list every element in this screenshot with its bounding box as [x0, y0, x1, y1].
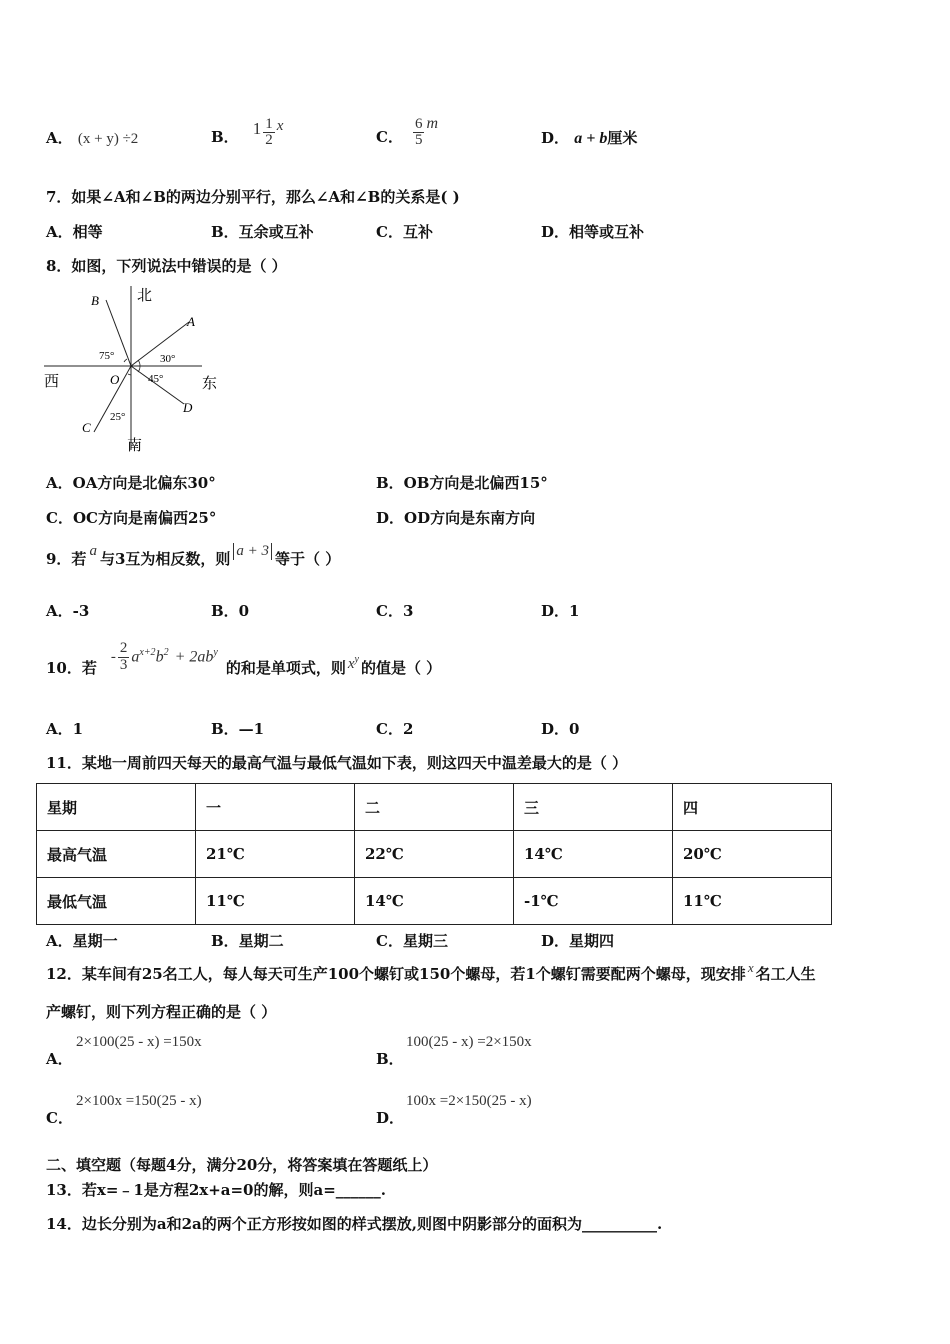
table-row [37, 831, 832, 878]
q6-option-d [541, 127, 637, 148]
q7-stem: 7．如果∠A和∠B的两边分别平行，那么∠A和∠B的关系是( ) [46, 188, 460, 206]
section-2-heading: 二、填空题（每题4分，满分20分，将答案填在答题纸上） [46, 1156, 438, 1174]
q12-option-d-math: 100x =2×150(25 - x) [406, 1093, 532, 1109]
q12-stem-line2: 产螺钉，则下列方程正确的是（ ） [46, 1003, 277, 1021]
q8-option-c: C．OC方向是南偏西25° [46, 509, 217, 527]
q11-option-c: C．星期三 [376, 932, 448, 950]
q6-option-b-label: B． [211, 128, 239, 146]
q8-stem: 8．如图，下列说法中错误的是（ ） [46, 257, 287, 275]
west-label: 西 [44, 374, 60, 390]
q10-stem-part3: 的值是（ ） [360, 658, 442, 677]
q8-option-b: B．OB方向是北偏西15° [376, 474, 548, 492]
table-cell: 星期 [37, 784, 196, 831]
q6-option-d-label: D． [541, 129, 570, 147]
q9-option-b: B．0 [211, 602, 250, 620]
arc-30 [138, 360, 140, 366]
q12-option-a-math: 2×100(25 - x) =150x [76, 1034, 202, 1050]
angle-45-label: 45° [148, 373, 164, 385]
q6-option-c-num: 6 [414, 115, 423, 132]
q10-option-d: D．0 [541, 720, 580, 738]
q9-stem-part1: 9．若 [46, 550, 87, 568]
q6-option-d-math: a + b [574, 130, 608, 147]
q7-option-b: B．互余或互补 [211, 223, 314, 241]
q10-term1-base: a [131, 648, 140, 666]
arc-45 [138, 366, 140, 372]
q9-stem [46, 542, 340, 572]
q6-option-b-var: x [276, 118, 284, 134]
q10-fraction [118, 641, 130, 674]
table-cell: 一 [196, 784, 355, 831]
q12-option-d-label: D． [376, 1109, 405, 1127]
q11-option-d: D．星期四 [541, 932, 615, 950]
q8-option-a: A．OA方向是北偏东30° [46, 474, 216, 492]
q12-option-b-math: 100(25 - x) =2×150x [406, 1034, 532, 1050]
table-cell: 三 [514, 784, 673, 831]
q6-option-b-num: 1 [265, 115, 273, 132]
q6-option-a-math: (x + y) ÷2 [77, 131, 139, 147]
q9-var-a: a [89, 543, 97, 559]
table-cell: 21℃ [196, 831, 355, 878]
table-cell: 11℃ [673, 878, 832, 925]
table-cell: 14℃ [355, 878, 514, 925]
q12-stem-var: x [747, 960, 754, 975]
q11-option-b: B．星期二 [211, 932, 284, 950]
q11-stem: 11．某地一周前四天每天的最高气温与最低气温如下表，则这四天中温差最大的是（ ） [46, 754, 628, 772]
point-d-label: D [183, 400, 193, 415]
table-cell: 11℃ [196, 878, 355, 925]
ray-od [131, 366, 184, 404]
point-o-label: O [110, 372, 120, 387]
q10-stem [46, 632, 441, 682]
arc-75 [124, 359, 127, 362]
table-cell: 二 [355, 784, 514, 831]
q12-option-c-math: 2×100x =150(25 - x) [76, 1093, 202, 1109]
q10-term1-b: b [155, 648, 164, 666]
q6-option-c-var: m [426, 115, 439, 132]
q10-xy-base: x [347, 655, 355, 672]
table-cell: 14℃ [514, 831, 673, 878]
q10-option-c: C．2 [376, 720, 414, 738]
table-row [37, 784, 832, 831]
q14-stem: 14．边长分别为a和2a的两个正方形按如图的样式摆放,则图中阴影部分的面积为__________. [46, 1215, 663, 1233]
q9-stem-part3: 等于（ ） [275, 550, 341, 568]
table-cell: -1℃ [514, 878, 673, 925]
table-row [37, 878, 832, 925]
q10-frac-num: 2 [119, 639, 128, 656]
q7-option-d: D．相等或互补 [541, 223, 645, 241]
q6-option-a-label: A． [46, 129, 73, 147]
q13-stem: 13．若x=﹣1是方程2x+a=0的解，则a=______. [46, 1181, 387, 1199]
angle-25-label: 25° [110, 411, 126, 423]
angle-30-label: 30° [160, 353, 176, 365]
point-c-label: C [82, 420, 91, 435]
q7-option-c: C．互补 [376, 223, 433, 241]
angle-75-label: 75° [99, 350, 115, 362]
temperature-table [36, 783, 832, 925]
q7-option-a: A．相等 [46, 223, 103, 241]
q8-option-d: D．OD方向是东南方向 [376, 509, 536, 527]
q10-plus-exp: y [213, 647, 218, 659]
q12-stem-line1 [46, 960, 816, 984]
q10-stem-part1: 10．若 [46, 658, 97, 677]
q10-option-a: A．1 [46, 720, 84, 738]
q12-option-c-label: C． [46, 1109, 73, 1127]
q9-stem-part2: 与3互为相反数，则 [99, 550, 231, 568]
q6-option-b [211, 105, 283, 151]
table-cell: 四 [673, 784, 832, 831]
east-label: 东 [202, 376, 218, 392]
north-label: 北 [137, 288, 153, 304]
q10-term2 [175, 647, 218, 666]
q6-option-b-fraction [263, 117, 275, 150]
south-label: 南 [127, 438, 143, 454]
table-cell: 最高气温 [37, 831, 196, 878]
q9-abs-expression: a + 3 [233, 543, 272, 560]
q6-option-b-whole: 1 [252, 119, 262, 138]
point-b-label: B [91, 293, 99, 308]
table-cell: 22℃ [355, 831, 514, 878]
q10-stem-part2: 的和是单项式，则 [225, 658, 346, 677]
q6-option-a [46, 127, 138, 148]
q9-option-c: C．3 [376, 602, 414, 620]
q10-option-b: B．—1 [211, 720, 265, 738]
table-cell: 最低气温 [37, 878, 196, 925]
q10-plus-term: + 2ab [174, 648, 214, 666]
q9-option-a: A．-3 [46, 602, 90, 620]
q10-minus: - [110, 648, 116, 665]
q6-option-d-unit: 厘米 [607, 129, 638, 147]
q10-term1-b-exp: 2 [163, 647, 169, 659]
q6-option-c [376, 103, 438, 151]
q6-option-c-label: C． [376, 128, 403, 146]
q6-option-c-fraction [413, 117, 425, 150]
q6-option-b-den: 2 [265, 132, 273, 149]
compass-diagram [44, 282, 224, 454]
q6-option-c-den: 5 [414, 132, 423, 149]
table-cell: 20℃ [673, 831, 832, 878]
q12-option-b-label: B． [376, 1050, 404, 1068]
q10-term1-exp: x+2 [139, 647, 156, 659]
q10-xy-exp: y [354, 653, 359, 665]
q12-stem-part2: 名工人生 [755, 965, 816, 983]
q10-term1 [131, 647, 168, 666]
q9-option-d: D．1 [541, 602, 580, 620]
q12-stem-part1: 12．某车间有25名工人，每人每天可生产100个螺钉或150个螺母，若1个螺钉需要配两个螺母，现安排 [46, 965, 746, 983]
point-a-label: A [187, 314, 195, 329]
q10-frac-den: 3 [119, 656, 128, 673]
q10-xy [348, 654, 359, 673]
q11-option-a: A．星期一 [46, 932, 118, 950]
q12-option-a-label: A． [46, 1050, 73, 1068]
